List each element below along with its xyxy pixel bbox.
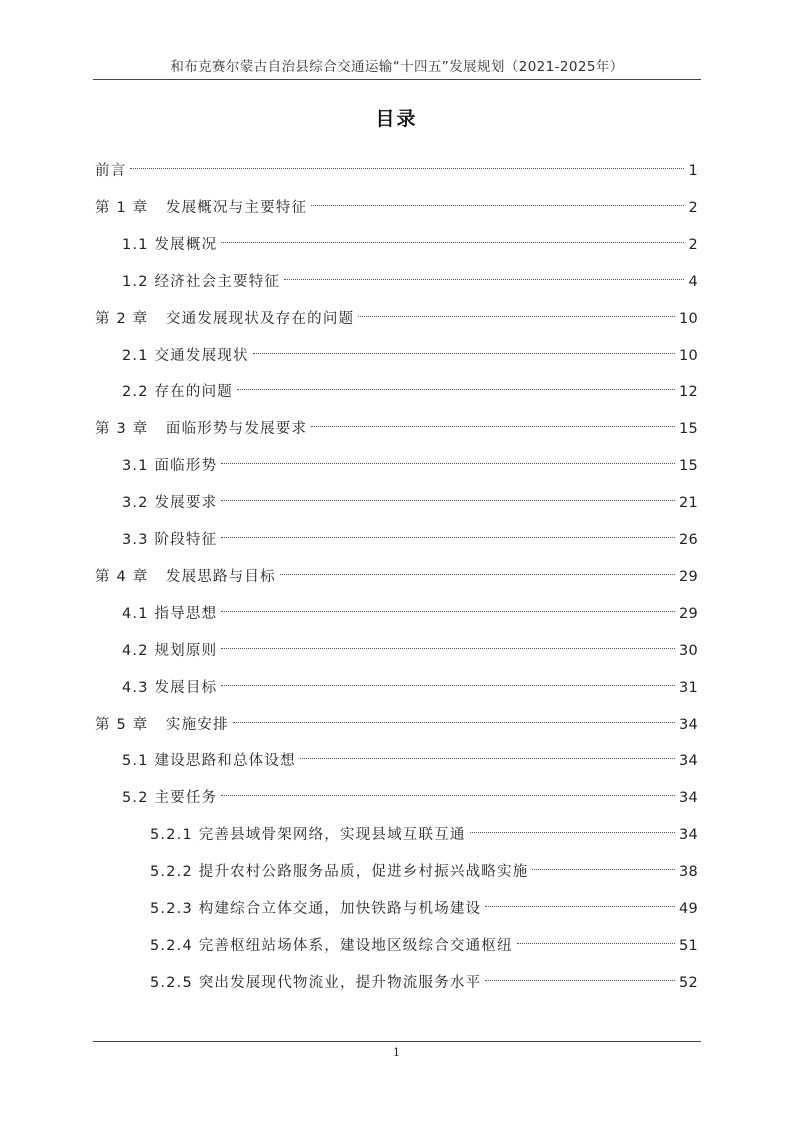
toc-dot-leader — [221, 441, 675, 464]
toc-dot-leader — [233, 700, 675, 723]
toc-dot-leader — [221, 515, 675, 538]
toc-dot-leader — [470, 810, 675, 833]
toc-entry-page: 30 — [678, 643, 698, 659]
toc-entry-label: 第 2 章 交通发展现状及存在的问题 — [95, 311, 355, 327]
footer-divider — [93, 1041, 701, 1042]
toc-entry[interactable] — [122, 521, 698, 548]
toc-entry-label: 5.2 主要任务 — [122, 790, 218, 806]
toc-entry-label: 3.1 面临形势 — [122, 458, 218, 474]
toc-entry[interactable] — [122, 779, 698, 806]
toc-dot-leader — [311, 404, 675, 427]
toc-entry-page: 34 — [678, 717, 698, 733]
toc-entry-page: 29 — [678, 606, 698, 622]
toc-entry[interactable] — [150, 927, 698, 954]
toc-dot-leader — [221, 626, 675, 649]
toc-entry[interactable] — [95, 706, 698, 733]
toc-entry-page: 10 — [678, 348, 698, 364]
toc-entry[interactable] — [122, 632, 698, 659]
toc-entry-page: 15 — [678, 458, 698, 474]
toc-entry-page: 29 — [678, 569, 698, 585]
toc-entry-page: 52 — [678, 975, 698, 991]
toc-entry-page: 26 — [678, 532, 698, 548]
toc-entry[interactable] — [150, 964, 698, 991]
toc-entry-page: 34 — [678, 790, 698, 806]
toc-dot-leader — [221, 663, 675, 686]
toc-entry-label: 3.2 发展要求 — [122, 495, 218, 511]
toc-dot-leader — [485, 958, 675, 981]
toc-entry-label: 4.2 规划原则 — [122, 643, 218, 659]
toc-dot-leader — [311, 183, 684, 206]
toc-dot-leader — [358, 294, 675, 317]
toc-entry-page: 2 — [688, 237, 698, 253]
toc-entry-label: 5.2.3 构建综合立体交通，加快铁路与机场建设 — [150, 901, 482, 917]
toc-entry-label: 5.2.2 提升农村公路服务品质，促进乡村振兴战略实施 — [150, 864, 529, 880]
toc-entry-page: 21 — [678, 495, 698, 511]
toc-entry[interactable] — [95, 558, 698, 585]
page-number: 1 — [393, 1046, 400, 1059]
toc-entry-page: 4 — [688, 274, 698, 290]
toc-dot-leader — [532, 847, 675, 870]
toc-entry[interactable] — [122, 669, 698, 696]
toc-entry-label: 3.3 阶段特征 — [122, 532, 218, 548]
toc-entry-page: 34 — [678, 827, 698, 843]
toc-dot-leader — [280, 552, 675, 575]
toc-entry-page: 2 — [688, 200, 698, 216]
toc-entry[interactable] — [95, 300, 698, 327]
toc-entry[interactable] — [150, 890, 698, 917]
toc-dot-leader — [517, 921, 675, 944]
toc-dot-leader — [221, 478, 675, 501]
toc-entry-label: 第 1 章 发展概况与主要特征 — [95, 200, 308, 216]
toc-entry-page: 10 — [678, 311, 698, 327]
toc-entry-label: 2.2 存在的问题 — [122, 384, 233, 400]
toc-dot-leader — [300, 736, 675, 759]
toc-entry-page: 1 — [688, 163, 698, 179]
toc-entry[interactable] — [95, 410, 698, 437]
toc-entry[interactable] — [95, 189, 698, 216]
toc-entry-label: 前言 — [95, 163, 127, 179]
running-header: 和布克赛尔蒙古自治县综合交通运输“十四五”发展规划（2021-2025年） — [170, 59, 624, 75]
toc-entry-page: 12 — [678, 384, 698, 400]
toc-entry-page: 51 — [678, 938, 698, 954]
toc-dot-leader — [130, 146, 684, 169]
toc-entry-label: 第 3 章 面临形势与发展要求 — [95, 421, 308, 437]
toc-entry[interactable] — [122, 226, 698, 253]
toc-entry-page: 31 — [678, 680, 698, 696]
toc-entry[interactable] — [122, 373, 698, 400]
toc-entry-label: 1.2 经济社会主要特征 — [122, 274, 281, 290]
toc-entry[interactable] — [95, 152, 698, 179]
toc-entry-page: 38 — [678, 864, 698, 880]
toc-entry-page: 15 — [678, 421, 698, 437]
toc-dot-leader — [253, 331, 675, 354]
toc-entry-label: 4.3 发展目标 — [122, 680, 218, 696]
toc-entry-label: 1.1 发展概况 — [122, 237, 218, 253]
toc-dot-leader — [221, 773, 675, 796]
toc-entry-label: 2.1 交通发展现状 — [122, 348, 249, 364]
toc-dot-leader — [221, 220, 684, 243]
toc-entry-label: 5.1 建设思路和总体设想 — [122, 753, 296, 769]
toc-dot-leader — [485, 884, 675, 907]
toc-entry-page: 49 — [678, 901, 698, 917]
toc-entry-label: 5.2.1 完善县域骨架网络，实现县域互联互通 — [150, 827, 466, 843]
toc-dot-leader — [284, 257, 684, 280]
toc-entry-page: 34 — [678, 753, 698, 769]
toc-entry[interactable] — [122, 595, 698, 622]
toc-entry[interactable] — [122, 742, 698, 769]
toc-title: 目录 — [375, 108, 418, 130]
toc-entry-label: 第 5 章 实施安排 — [95, 717, 229, 733]
toc-dot-leader — [221, 589, 675, 612]
toc-entry-label: 5.2.5 突出发展现代物流业，提升物流服务水平 — [150, 975, 482, 991]
toc-entry[interactable] — [150, 853, 698, 880]
toc-entry[interactable] — [122, 447, 698, 474]
toc-entry-label: 第 4 章 发展思路与目标 — [95, 569, 276, 585]
toc-dot-leader — [237, 367, 675, 390]
toc-entry[interactable] — [122, 263, 698, 290]
toc-entry[interactable] — [150, 816, 698, 843]
toc-entry-label: 5.2.4 完善枢纽站场体系，建设地区级综合交通枢纽 — [150, 938, 513, 954]
toc-entry[interactable] — [122, 484, 698, 511]
toc-entry-label: 4.1 指导思想 — [122, 606, 218, 622]
toc-entry[interactable] — [122, 337, 698, 364]
